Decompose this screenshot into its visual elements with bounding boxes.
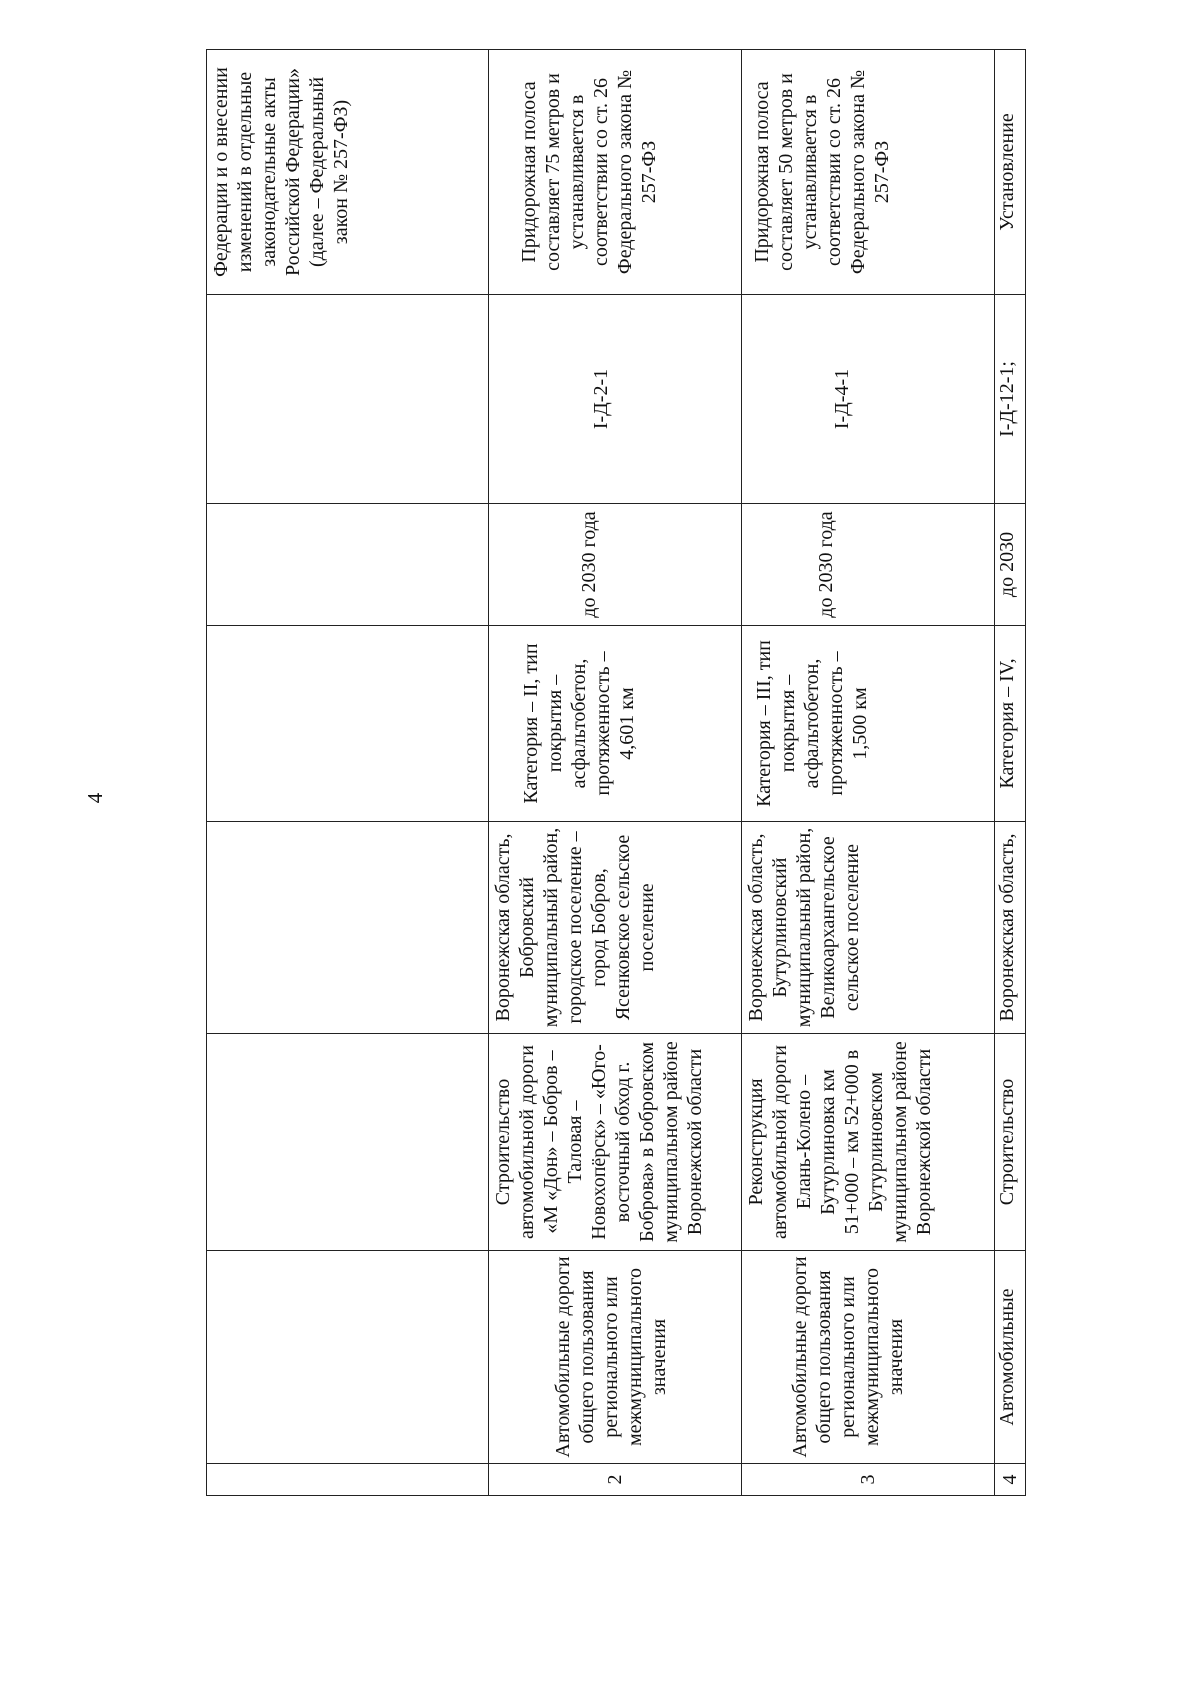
- zone-description-cell: Федерации и о внесении изменений в отдельные законодательные акты Российской Федерации» (далее – Федеральный закон № 257-ФЗ): [207, 50, 489, 295]
- deadline-cell: [742, 504, 995, 626]
- table-row: [995, 50, 1026, 1496]
- page-number: 4: [83, 792, 107, 804]
- object-code-cell: I-Д-12-1;: [995, 295, 1026, 504]
- object-code-cell: [742, 295, 995, 504]
- location-cell: [207, 822, 489, 1034]
- object-code-text: I-Д-2-1: [590, 368, 612, 430]
- object-type-cell: [742, 1251, 995, 1464]
- deadline-cell: [489, 504, 742, 626]
- row-number: 4: [995, 1464, 1026, 1496]
- object-name-cell: [207, 1034, 489, 1251]
- row-number: 2: [489, 1464, 742, 1496]
- object-type-cell: [489, 1251, 742, 1464]
- deadline-text: до 2030 года: [578, 511, 600, 618]
- table-row: [489, 50, 742, 1496]
- characteristics-cell: [207, 626, 489, 822]
- characteristics-text: Категория – III, тип покрытия – асфальтобетон, протяженность – 1,500 км: [753, 640, 871, 807]
- zone-description-cell: Установление: [995, 50, 1026, 295]
- object-name-cell: Строительство: [995, 1034, 1026, 1251]
- object-type-cell: Автомобильные: [995, 1251, 1026, 1464]
- deadline-cell: [207, 504, 489, 626]
- zone-description-text: Придорожная полоса составляет 50 метров и устанавливается в соответствии со ст. 26 Федерального закона № 257-ФЗ: [751, 69, 893, 275]
- characteristics-text: Категория – II, тип покрытия – асфальтобетон, протяженность – 4,601 км: [520, 643, 638, 804]
- row-number: 3: [742, 1464, 995, 1496]
- zone-description-cell: [742, 50, 995, 295]
- location-cell: Воронежская область,: [995, 822, 1026, 1034]
- characteristics-cell: [489, 626, 742, 822]
- deadline-cell: до 2030: [995, 504, 1026, 626]
- deadline-text: до 2030 года: [815, 511, 837, 618]
- object-code-text: I-Д-4-1: [831, 368, 853, 430]
- object-type-text: Автомобильные дороги общего пользования регионального или межмуниципального значения: [552, 1256, 670, 1458]
- characteristics-cell: Категория – IV,: [995, 626, 1026, 822]
- object-name-cell: Реконструкция автомобильной дороги Елань-Колено – Бутурлиновка км 51+000 – км 52+000 в Бутурлиновском муниципальном районе Воронежской области: [742, 1034, 995, 1251]
- object-code-cell: [489, 295, 742, 504]
- object-type-text: Автомобильные дороги общего пользования регионального или межмуниципального значения: [789, 1256, 907, 1458]
- document-table-container: [206, 50, 1020, 1496]
- table-row: [742, 50, 995, 1496]
- characteristics-cell: [742, 626, 995, 822]
- object-name-cell: Строительство автомобильной дороги «М «Дон» – Бобров – Таловая – Новохопёрск» – «Юго-восточный обход г. Боброва» в Бобровском муниципальном районе Воронежской области: [489, 1034, 742, 1251]
- zone-description-text: Придорожная полоса составляет 75 метров и устанавливается в соответствии со ст. 26 Федерального закона № 257-ФЗ: [518, 69, 660, 275]
- location-cell: Воронежская область, Бобровский муниципальный район, городское поселение – город Бобров, Ясенковское сельское поселение: [489, 822, 742, 1034]
- document-table: [206, 49, 1026, 1496]
- object-type-cell: [207, 1251, 489, 1464]
- object-code-cell: [207, 295, 489, 504]
- table-row: [207, 50, 489, 1496]
- zone-description-cell: [489, 50, 742, 295]
- location-cell: Воронежская область, Бутурлиновский муниципальный район, Великоархангельское сельское поселение: [742, 822, 995, 1034]
- row-number: [207, 1464, 489, 1496]
